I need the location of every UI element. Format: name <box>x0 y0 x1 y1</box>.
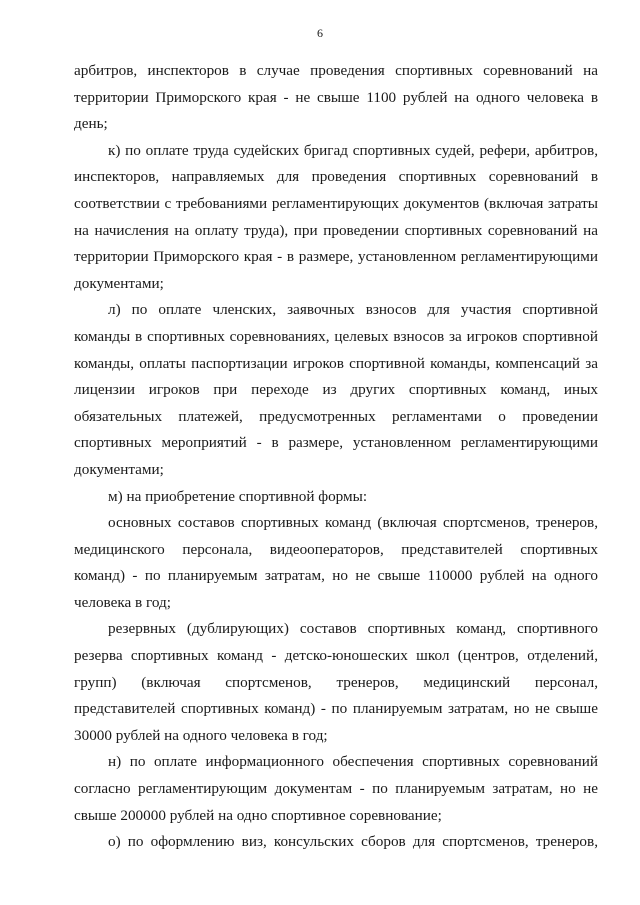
text-line: обязательных платежей, предусмотренных регламентами о проведении <box>74 407 598 425</box>
text-line: спортивных мероприятий - в размере, установленном регламентирующими <box>74 434 598 452</box>
text-line: инспекторов, направляемых для проведения спортивных соревнований в <box>74 168 598 186</box>
text-line: к) по оплате труда судейских бригад спортивных судей, рефери, арбитров, <box>108 141 598 159</box>
paragraph-arbitrov <box>74 58 598 138</box>
text-line: территории Приморского края - не свыше 1100 рублей на одного человека в <box>74 88 598 106</box>
text-line: о) по оформлению виз, консульских сборов для спортсменов, тренеров, <box>108 833 598 851</box>
paragraph-o <box>74 829 598 856</box>
text-line: представителей спортивных команд) - по планируемым затратам, но не свыше <box>74 700 598 718</box>
text-line: согласно регламентирующим документам - по планируемым затратам, но не <box>74 780 598 798</box>
document-body <box>74 58 598 856</box>
text-line: человека в год; <box>74 593 171 611</box>
text-line: свыше 200000 рублей на одно спортивное соревнование; <box>74 806 442 824</box>
text-line: групп) (включая спортсменов, тренеров, медицинский персонал, <box>74 673 598 691</box>
paragraph-n <box>74 749 598 829</box>
text-line: на начисления на оплату труда), при проведении спортивных соревнований на <box>74 221 598 239</box>
paragraph-rezervnyh <box>74 616 598 749</box>
text-line: день; <box>74 115 108 133</box>
text-line: соответствии с требованиями регламентирующих документов (включая затраты <box>74 194 598 212</box>
text-line: документами; <box>74 274 164 292</box>
text-line: л) по оплате членских, заявочных взносов для участия спортивной <box>108 301 598 319</box>
text-line: медицинского персонала, видеооператоров, представителей спортивных <box>74 540 598 558</box>
text-line: н) по оплате информационного обеспечения спортивных соревнований <box>108 753 598 771</box>
paragraph-osnovnyh <box>74 510 598 616</box>
text-line: резерва спортивных команд - детско-юношеских школ (центров, отделений, <box>74 647 598 665</box>
text-line: 30000 рублей на одного человека в год; <box>74 726 328 744</box>
paragraph-l <box>74 297 598 483</box>
page-number: 6 <box>317 26 323 40</box>
text-line: команд) - по планируемым затратам, но не свыше 110000 рублей на одного <box>74 567 598 585</box>
paragraph-k <box>74 138 598 298</box>
text-line: документами; <box>74 460 164 478</box>
text-line: м) на приобретение спортивной формы: <box>108 487 368 505</box>
text-line: резервных (дублирующих) составов спортивных команд, спортивного <box>108 620 598 638</box>
paragraph-m <box>74 484 598 511</box>
text-line: команды, оплаты паспортизации игроков спортивной команды, компенсаций за <box>74 354 598 372</box>
text-line: арбитров, инспекторов в случае проведения спортивных соревнований на <box>74 62 598 79</box>
text-line: основных составов спортивных команд (включая спортсменов, тренеров, <box>108 514 598 532</box>
text-line: территории Приморского края - в размере, установленном регламентирующими <box>74 248 598 266</box>
text-line: команды в спортивных соревнованиях, целевых взносов за игроков спортивной <box>74 327 598 345</box>
text-line: лицензии игроков при переходе из других спортивных команд, иных <box>74 381 598 399</box>
